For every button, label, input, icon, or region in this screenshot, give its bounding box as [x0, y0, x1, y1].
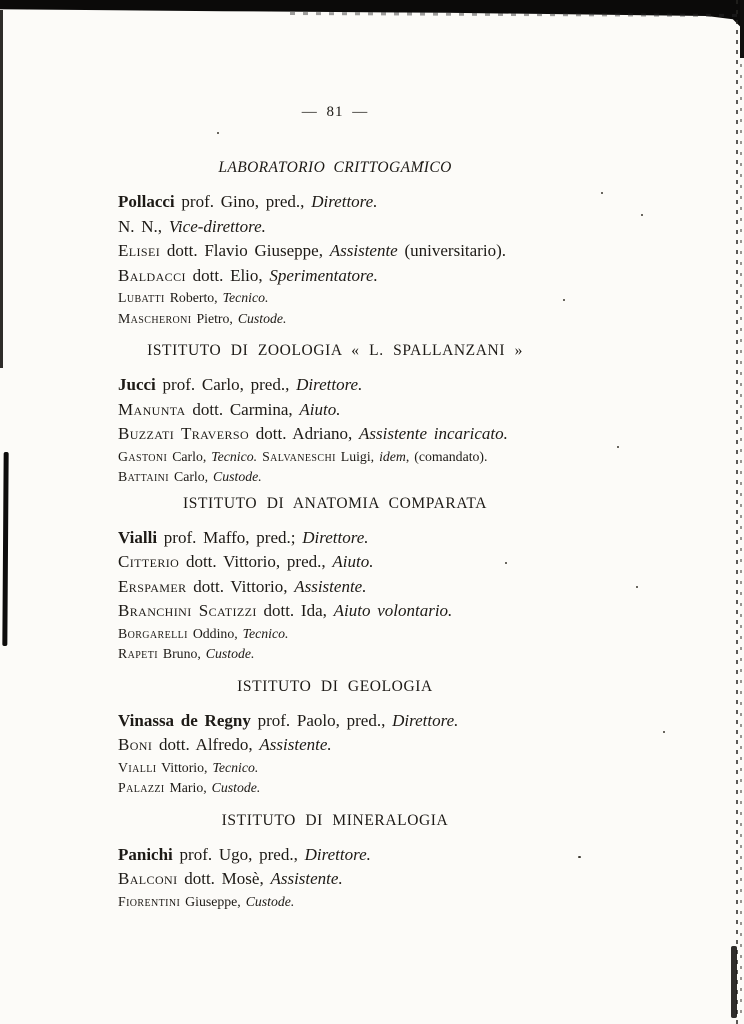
plain-text: dott. Alfredo,	[152, 735, 260, 754]
person-name: Rapeti	[118, 646, 158, 661]
scan-speck	[617, 446, 619, 448]
section-title: ISTITUTO DI ZOOLOGIA « L. SPALLANZANI »	[147, 342, 523, 359]
scan-speck	[636, 586, 638, 588]
staff-line	[118, 422, 552, 447]
role-text: Sperimentatore.	[269, 265, 378, 285]
staff-line	[118, 550, 552, 575]
person-name: Balconi	[118, 869, 178, 888]
person-name: Buzzati Traverso	[118, 424, 250, 443]
plain-text: dott. Mosè,	[177, 869, 271, 888]
role-text: Tecnico.	[222, 290, 269, 305]
person-name: Erspamer	[118, 576, 187, 596]
section-title: ISTITUTO DI ANATOMIA COMPARATA	[182, 494, 488, 512]
plain-text: dott. Vittorio, pred.,	[179, 552, 333, 571]
person-name: Baldacci	[118, 265, 186, 285]
plain-text: Bruno,	[157, 646, 206, 661]
person-name: Borgarelli	[118, 625, 188, 641]
role-text: Tecnico.	[211, 448, 258, 464]
staff-line	[118, 892, 552, 913]
role-text: Assistente	[329, 241, 398, 260]
plain-text: Pietro,	[191, 310, 238, 326]
staff-line	[118, 843, 552, 868]
scan-left-edge-mark	[2, 452, 8, 646]
person-name: Branchini Scatizzi	[118, 601, 257, 620]
staff-line	[118, 447, 552, 468]
role-text: Direttore.	[304, 844, 371, 864]
plain-text: prof. Ugo, pred.,	[172, 844, 305, 864]
person-name: Gastoni	[118, 448, 168, 464]
plain-text: dott. Elio,	[185, 265, 270, 285]
page-number: — 81 —	[301, 104, 369, 120]
plain-text: Carlo,	[169, 469, 214, 484]
person-name: Salvaneschi	[262, 448, 336, 464]
role-text: Custode.	[245, 893, 295, 909]
staff-section	[118, 341, 552, 488]
plain-text: Oddino,	[187, 625, 243, 641]
staff-line	[118, 867, 552, 892]
scan-bottom-right-blob	[731, 946, 737, 1018]
role-text: idem	[379, 448, 406, 464]
staff-line	[118, 309, 552, 330]
plain-text: Vittorio,	[156, 759, 213, 775]
scan-right-top-mark	[740, 0, 744, 58]
scan-left-edge-line	[0, 10, 3, 368]
person-name: Manunta	[118, 399, 186, 419]
role-text: Assistente incaricato.	[359, 424, 508, 443]
plain-text: prof. Maffo, pred.;	[157, 527, 303, 547]
staff-section	[118, 158, 552, 329]
plain-text: Roberto,	[164, 290, 223, 305]
staff-line	[118, 526, 552, 551]
plain-text: (universitario).	[397, 241, 506, 260]
staff-section	[118, 494, 552, 665]
staff-line	[118, 709, 552, 734]
scan-speckle-line	[290, 12, 740, 17]
role-text: Aiuto.	[332, 552, 374, 571]
person-name: Panichi	[118, 844, 173, 864]
role-text: Assistente.	[294, 576, 367, 596]
staff-line	[118, 778, 552, 799]
plain-text: N. N.,	[118, 216, 169, 236]
section-title: ISTITUTO DI GEOLOGIA	[237, 677, 433, 695]
role-text: Assistente.	[259, 735, 332, 754]
section-title: ISTITUTO DI MINERALOGIA	[221, 811, 449, 829]
staff-line	[118, 190, 552, 215]
role-text: Direttore.	[392, 710, 459, 730]
plain-text: dott. Flavio Giuseppe,	[160, 241, 330, 260]
scan-speck	[641, 214, 643, 216]
staff-line	[118, 398, 552, 423]
staff-section	[118, 677, 552, 799]
plain-text: Mario,	[164, 780, 212, 795]
plain-text: Luigi,	[335, 448, 380, 464]
sections	[118, 158, 552, 912]
staff-line	[118, 758, 552, 779]
plain-text: prof. Paolo, pred.,	[250, 710, 393, 730]
staff-line	[118, 239, 552, 264]
role-text: Vice-direttore.	[168, 216, 266, 236]
scan-speck	[563, 299, 565, 301]
role-text: Direttore.	[311, 192, 378, 211]
role-text: Tecnico.	[242, 625, 289, 641]
role-text: Aiuto volontario.	[333, 601, 453, 620]
person-name: Vinassa de Regny	[118, 710, 251, 730]
person-name: Boni	[118, 735, 153, 754]
person-name: Battaini	[118, 469, 170, 484]
person-name: Lubatti	[118, 290, 165, 305]
role-text: Custode.	[205, 646, 255, 661]
role-text: Tecnico.	[212, 759, 259, 775]
staff-section	[118, 811, 552, 913]
staff-line	[118, 575, 552, 600]
section-title: LABORATORIO CRITTOGAMICO	[218, 159, 452, 176]
role-text: Direttore.	[296, 375, 363, 394]
staff-line	[118, 264, 552, 289]
staff-line	[118, 733, 552, 758]
person-name: Mascheroni	[118, 310, 192, 326]
plain-text: dott. Ida,	[256, 601, 334, 620]
role-text: Assistente.	[270, 869, 343, 888]
plain-text: dott. Vittorio,	[186, 576, 295, 596]
plain-text: dott. Adriano,	[249, 424, 359, 443]
staff-line	[118, 624, 552, 645]
role-text: Aiuto.	[299, 399, 341, 419]
staff-line	[118, 644, 552, 665]
staff-line	[118, 215, 552, 240]
staff-line	[118, 599, 552, 624]
scan-right-edge-dots	[736, 0, 738, 1024]
person-name: Pollacci	[118, 192, 175, 211]
role-text: Direttore.	[302, 527, 369, 547]
role-text: Custode.	[237, 310, 287, 326]
person-name: Citterio	[118, 552, 180, 571]
plain-text: , (comandato).	[405, 448, 488, 464]
scan-speck	[601, 192, 603, 194]
plain-text: prof. Gino, pred.,	[174, 192, 312, 211]
staff-line	[118, 467, 552, 488]
staff-line	[118, 373, 552, 398]
role-text: Custode.	[211, 780, 261, 795]
plain-text: Carlo,	[167, 448, 212, 464]
person-name: Vialli	[118, 759, 157, 775]
plain-text: prof. Carlo, pred.,	[155, 375, 297, 394]
plain-text: dott. Carmina,	[185, 399, 300, 419]
person-name: Vialli	[118, 527, 158, 547]
person-name: Fiorentini	[118, 893, 181, 909]
plain-text: Giuseppe,	[180, 893, 246, 909]
text-block	[118, 103, 552, 912]
scan-right-edge-dots-faint	[740, 20, 742, 1020]
scan-speck	[663, 731, 665, 733]
role-text: Custode.	[213, 469, 262, 484]
person-name: Elisei	[118, 241, 161, 260]
scan-speck	[578, 856, 581, 858]
person-name: Jucci	[118, 375, 156, 394]
person-name: Palazzi	[118, 780, 165, 795]
staff-line	[118, 288, 552, 309]
